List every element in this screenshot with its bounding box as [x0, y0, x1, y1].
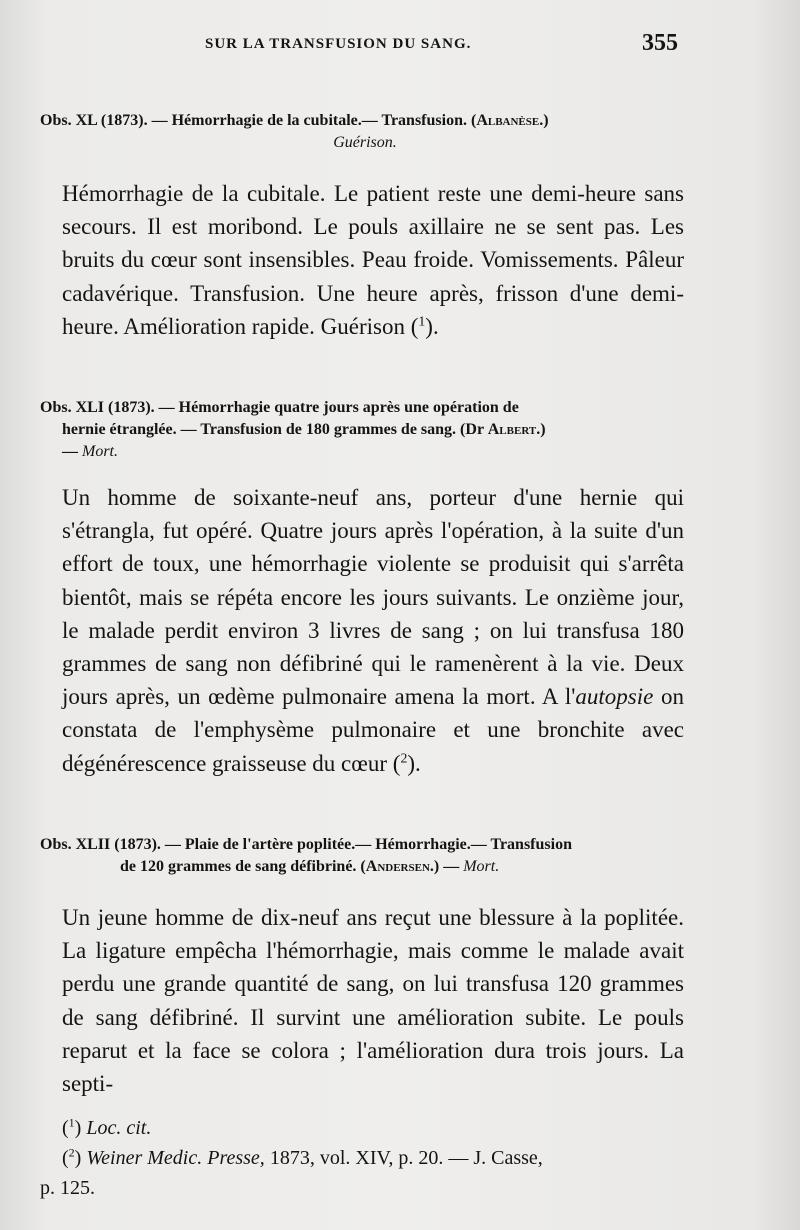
footnote-ref-2: 2: [400, 749, 408, 765]
paragraph-2-text-a: Un homme de soixante-neuf ans, porteur d'une hernie qui s'étrangla, fut opéré. Quatre jours après l'opération, à la suite d'un effort de toux, une hémorrhagie violente se produisit qui s'arrêta bientôt, mais se répéta encore les jours suivants. Le onzième jour, le malade perdit environ 3 livres de sang ; on lui transfusa 180 grammes de sang non défibriné qui le ramenèrent à la vie. Deux jours après, un œdème pulmonaire amena la mort. A l': [62, 485, 684, 710]
footnote-2-text: 1873, vol. XIV, p. 20. — J. Casse,: [264, 1147, 543, 1169]
obs40-author: Albanèse: [476, 112, 540, 129]
obs40-heading-end: .): [539, 112, 549, 129]
obs41-line-2-end: .): [536, 421, 546, 438]
footnote-2-continued: p. 125.: [40, 1177, 95, 1199]
obs41-line-2: [40, 419, 690, 441]
paragraph-2: [62, 481, 684, 780]
obs41-dash: —: [62, 443, 82, 460]
footnote-1-mark: 1: [68, 1115, 75, 1130]
paragraph-1-end: ).: [425, 313, 439, 339]
paragraph-2-text-b: on constata de l'emphysème pulmonaire et une bronchite avec dégénérescence graisseuse du cœur (: [62, 684, 684, 776]
footnote-1: ($^1$) Loc. cit.: [62, 1115, 152, 1139]
paragraph-3: [62, 901, 684, 1100]
obs42-line-2-mid: .) —: [429, 858, 464, 875]
paragraph-2-italic: autopsie: [575, 684, 654, 710]
obs42-line-2-text: de 120 grammes de sang défibriné. (: [120, 858, 366, 875]
footnote-2-italic: Weiner Medic. Presse,: [86, 1147, 265, 1169]
obs42-result: Mort.: [463, 858, 500, 875]
observation-40-heading: [40, 110, 690, 154]
footnote-2-mark: 2: [68, 1145, 75, 1160]
footnote-2: ($^2$) Weiner Medic. Presse, 1873, vol. XIV, p. 20. — J. Casse,: [62, 1145, 543, 1169]
obs42-author: Andersen: [365, 858, 430, 875]
running-head: [0, 30, 800, 60]
observation-41-heading: [40, 397, 690, 463]
obs40-result: Guérison.: [333, 134, 397, 151]
paragraph-2-end: ).: [407, 750, 421, 776]
obs42-line-2: [40, 856, 690, 878]
footnotes: [40, 1113, 684, 1203]
paragraph-1-text: Hémorrhagie de la cubitale. Le patient reste une demi-heure sans secours. Il est moribond. Le pouls axillaire ne se sent pas. Les bruits du cœur sont insensibles. Peau froide. Vomissements. Pâleur cadavérique. Transfusion. Une heure après, frisson d'une demi-heure. Amélioration rapide. Guérison (: [62, 181, 684, 339]
obs41-result: Mort.: [82, 443, 118, 460]
footnote-1-text: Loc. cit.: [86, 1117, 152, 1139]
paragraph-1: [62, 177, 684, 343]
running-title: SUR LA TRANSFUSION DU SANG.: [205, 36, 472, 52]
obs40-heading-text: Obs. XL (1873). — Hémorrhagie de la cubitale.— Transfusion. (: [40, 112, 477, 129]
obs41-line-2-text: hernie étranglée. — Transfusion de 180 grammes de sang. (Dr: [62, 421, 488, 438]
observation-42-heading: [40, 834, 690, 878]
footnote-ref-1: 1: [418, 313, 426, 329]
paragraph-3-text: Un jeune homme de dix-neuf ans reçut une blessure à la poplitée. La ligature empêcha l'hémorrhagie, mais comme le malade avait perdu une grande quantité de sang, on lui transfusa 120 grammes de sang défibriné. Il survint une amélioration subite. Le pouls reparut et la face se colora ; l'amélioration dura trois jours. La septi-: [62, 905, 684, 1097]
obs41-line-3: [40, 441, 690, 463]
obs41-line-1: Obs. XLI (1873). — Hémorrhagie quatre jours après une opération de: [40, 399, 519, 416]
obs42-line-1: Obs. XLII (1873). — Plaie de l'artère poplitée.— Hémorrhagie.— Transfusion: [40, 836, 572, 853]
obs41-author: Albert: [487, 421, 537, 438]
page-number: 355: [642, 30, 678, 56]
